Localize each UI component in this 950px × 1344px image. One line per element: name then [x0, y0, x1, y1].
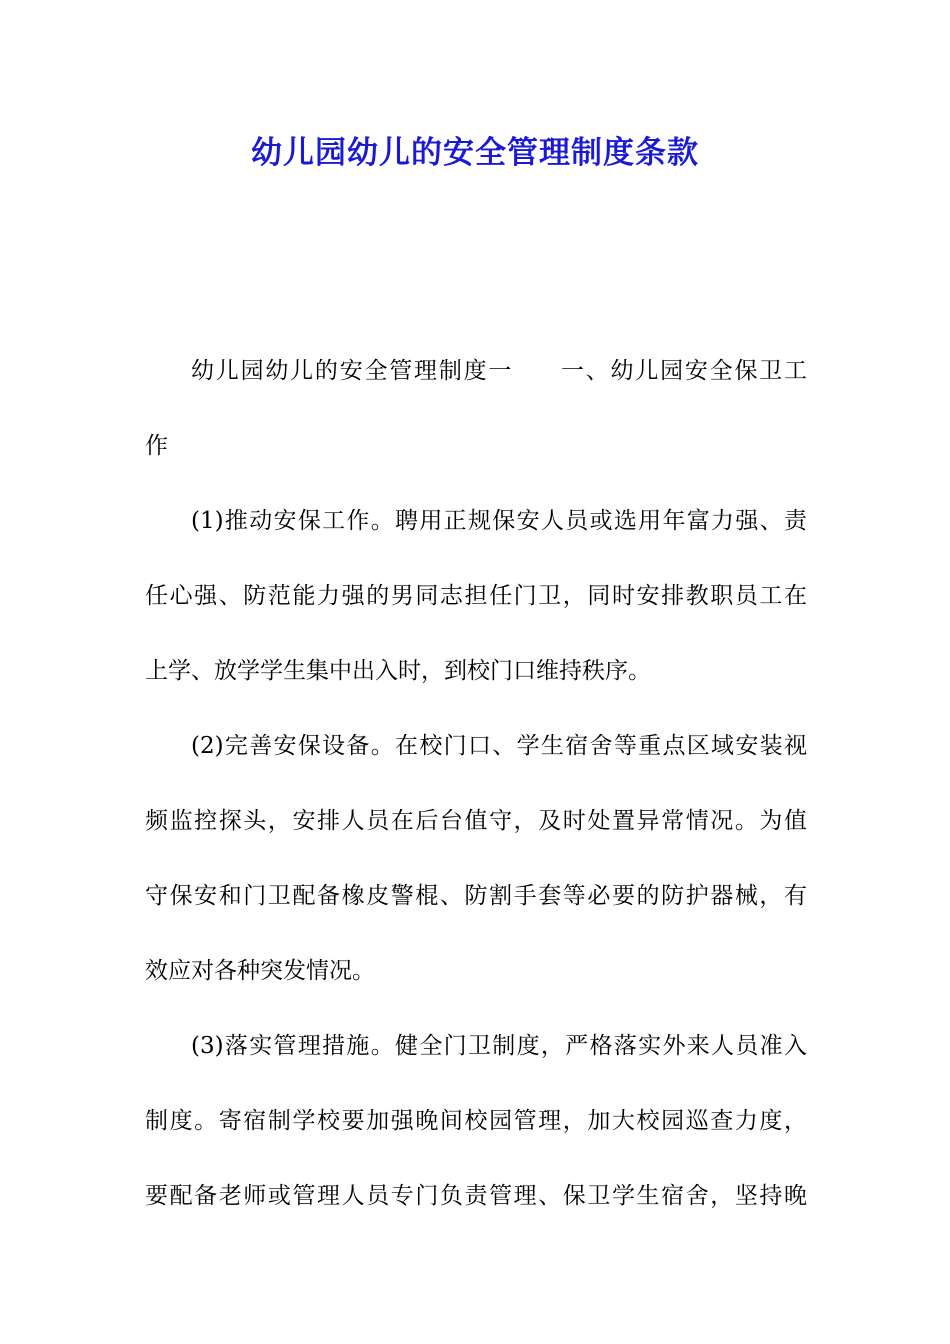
text-line: (2)完善安保设备。在校门口、学生宿舍等重点区域安装视: [191, 733, 807, 759]
page-title: 幼儿园幼儿的安全管理制度条款: [251, 135, 699, 171]
paragraph: [145, 1009, 807, 1234]
text-line: 频监控探头，安排人员在后台值守，及时处置异常情况。为值: [145, 808, 807, 834]
paragraph: [145, 334, 807, 484]
text-line: 任心强、防范能力强的男同志担任门卫，同时安排教职员工在: [145, 583, 807, 609]
text-line: [145, 334, 807, 409]
text-line: 要配备老师或管理人员专门负责管理、保卫学生宿舍，坚持晚: [145, 1183, 807, 1209]
text-line: 制度。寄宿制学校要加强晚间校园管理，加大校园巡查力度，: [145, 1108, 807, 1134]
text-line: 效应对各种突发情况。: [145, 958, 375, 984]
text-line: (1)推动安保工作。聘用正规保安人员或选用年富力强、责: [191, 508, 807, 534]
paragraph: [145, 484, 807, 709]
document-body: [145, 334, 807, 1234]
text-line: (3)落实管理措施。健全门卫制度，严格落实外来人员准入: [191, 1033, 807, 1059]
text-line: 上学、放学学生集中出入时，到校门口维持秩序。: [145, 658, 651, 684]
text-line: 守保安和门卫配备橡皮警棍、防割手套等必要的防护器械，有: [145, 883, 807, 909]
inline-text: 一、幼儿园安全保卫工: [559, 358, 808, 384]
inline-text: 幼儿园幼儿的安全管理制度一: [191, 358, 514, 384]
paragraph: [145, 709, 807, 1009]
text-line: 作: [145, 433, 168, 459]
